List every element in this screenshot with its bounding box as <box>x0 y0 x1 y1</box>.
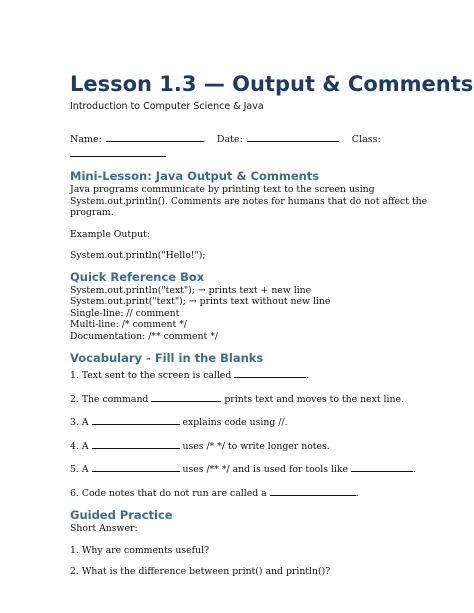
quick-reference-section <box>70 270 434 343</box>
reference-line: Multi-line: /* comment */ <box>70 319 187 330</box>
guided-question-1: 1. Why are comments useful? <box>70 544 210 556</box>
mini-lesson-heading: Mini-Lesson: Java Output & Comments <box>70 169 320 183</box>
reference-line: Documentation: /** comment */ <box>70 330 218 342</box>
answer-blank[interactable] <box>351 462 413 472</box>
name-field <box>70 132 204 146</box>
worksheet-content <box>70 70 474 578</box>
class-field <box>352 133 385 146</box>
example-code: System.out.println("Hello!"); <box>70 250 206 261</box>
date-label: Date: <box>216 134 243 145</box>
vocab-question-1: 1. Text sent to the screen is called . <box>70 370 310 381</box>
answer-blank[interactable] <box>92 415 180 425</box>
course-subtitle: Introduction to Computer Science & Java <box>70 101 264 112</box>
vocab-question-4: 4. A uses /* */ to write longer notes. <box>70 440 330 452</box>
class-blank[interactable] <box>70 147 166 157</box>
answer-blank[interactable] <box>151 392 221 402</box>
vocab-question-2: 2. The command prints text and moves to the next line. <box>70 393 404 405</box>
date-blank[interactable] <box>247 132 339 142</box>
guided-question-2: 2. What is the difference between print() and println()? <box>70 566 331 577</box>
reference-line: Single-line: // comment <box>70 307 180 319</box>
guided-practice-heading: Guided Practice <box>70 508 173 522</box>
vocab-question-5: 5. A uses /** */ and is used for tools like . <box>70 464 416 475</box>
reference-line: System.out.println("text"); → prints text + new line <box>70 284 312 296</box>
vocabulary-heading: Vocabulary - Fill in the Blanks <box>70 351 264 365</box>
mini-lesson-paragraph: Java programs communicate by printing text to the screen using System.out.println(). Comments are notes for humans that do not affect the program. <box>70 184 428 218</box>
answer-blank[interactable] <box>92 439 180 449</box>
answer-blank[interactable] <box>234 368 306 378</box>
short-answer-label: Short Answer: <box>70 523 138 534</box>
example-output-label: Example Output: <box>70 228 150 240</box>
mini-lesson-section <box>70 169 434 262</box>
vocab-question-6: 6. Code notes that do not run are called a . <box>70 487 359 499</box>
page-title: Lesson 1.3 — Output & Comments <box>70 72 474 96</box>
vocabulary-section <box>70 351 434 499</box>
class-label: Class: <box>351 134 381 145</box>
quick-reference-heading: Quick Reference Box <box>70 269 205 284</box>
answer-blank[interactable] <box>270 486 356 496</box>
name-date-class-bar <box>70 132 434 146</box>
guided-practice-section <box>70 508 434 578</box>
vocab-question-3: 3. A explains code using //. <box>70 417 288 428</box>
reference-line: System.out.print("text"); → prints text without new line <box>70 296 331 307</box>
answer-blank[interactable] <box>92 462 180 472</box>
class-blank-row <box>70 147 434 161</box>
name-blank[interactable] <box>106 132 204 142</box>
date-field <box>217 132 339 146</box>
name-label: Name: <box>70 134 102 145</box>
